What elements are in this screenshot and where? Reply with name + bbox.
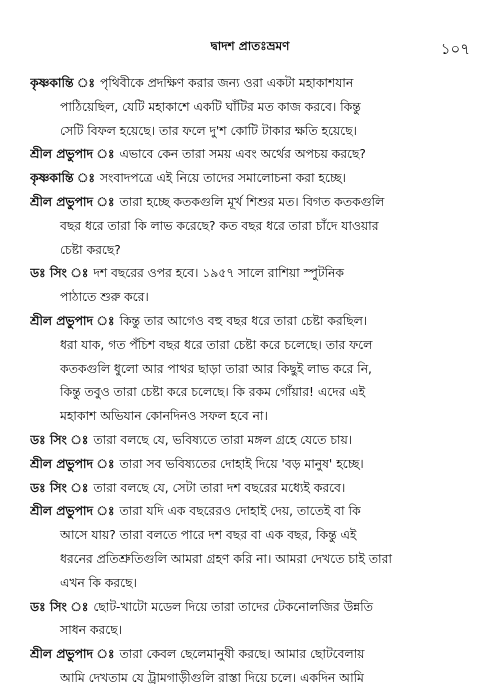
- dialogue-line: [30, 96, 475, 120]
- speech-text: তারা বলছে যে, ভবিষ্যতে তারা মঙ্গল গ্রহে যেতে চায়।: [93, 432, 353, 447]
- speaker-name: ডঃ সিং ঃ: [30, 266, 89, 281]
- speaker-name: কৃষ্ণকান্তি ঃ: [30, 171, 95, 186]
- dialogue-line-with-speaker: [30, 477, 475, 501]
- speech-text: তারা যদি এক বছরেরও দোহাই দেয়, তাতেই বা কি: [119, 504, 361, 519]
- speaker-name: ডঃ সিং ঃ: [30, 432, 89, 447]
- dialogue-line: [30, 215, 475, 239]
- dialogue-line: [30, 405, 475, 429]
- dialogue-line: [30, 381, 475, 405]
- dialogue-line-with-speaker: [30, 143, 475, 167]
- speech-text: কিন্তু তবুও তারা চেষ্টা করে চলেছে। কি রকম গোঁয়ার! এদের এই: [60, 385, 366, 400]
- speech-text: পৃথিবীকে প্রদক্ষিণ করার জন্য ওরা একটা মহাকাশযান: [99, 76, 354, 90]
- speaker-name: শ্রীল প্রভুপাদ ঃ: [30, 647, 115, 662]
- dialogue-line: [30, 286, 475, 310]
- speaker-name: ডঃ সিং ঃ: [30, 599, 89, 614]
- speech-text: ধরনের প্রতিশ্রুতিগুলি আমরা গ্রহণ করি না। আমরা দেখতে চাই তারা: [60, 551, 392, 566]
- speech-text: তারা সব ভবিষ্যতের দোহাই দিয়ে 'বড় মানুষ' হচ্ছে।: [119, 456, 364, 471]
- dialogue-line-with-speaker: [30, 453, 475, 477]
- speaker-name: শ্রীল প্রভুপাদ ঃ: [30, 194, 115, 209]
- dialogue-line-with-speaker: [30, 643, 475, 667]
- speech-text: এভাবে কেন তারা সময় এবং অর্থের অপচয় করছে?: [119, 147, 366, 162]
- dialogue-line-with-speaker: [30, 429, 475, 453]
- speech-text: সাধন করছে।: [60, 623, 122, 638]
- dialogue-line: [30, 358, 475, 382]
- speaker-name: শ্রীল প্রভুপাদ ঃ: [30, 313, 115, 328]
- dialogue-body: [30, 72, 475, 687]
- speaker-name: শ্রীল প্রভুপাদ ঃ: [30, 504, 115, 519]
- dialogue-line: [30, 334, 475, 358]
- speech-text: তারা কেবল ছেলেমানুষী করছে। আমার ছোটবেলায়: [119, 647, 365, 662]
- speech-text: তারা হচ্ছে কতকগুলি মূর্খ শিশুর মত। বিগত কতকগুলি: [119, 194, 385, 209]
- running-header: [24, 38, 476, 62]
- dialogue-line-with-speaker: [30, 262, 475, 286]
- speech-text: দশ বছরের ওপর হবে। ১৯৫৭ সালে রাশিয়া স্পুটনিক: [93, 266, 344, 281]
- speech-text: এখন কি করছে।: [60, 575, 137, 590]
- speech-text: কতকগুলি ধুলো আর পাথর ছাড়া তারা আর কিছুই লাভ করে নি,: [60, 361, 372, 376]
- dialogue-line-with-speaker: [30, 167, 475, 191]
- dialogue-line: [30, 548, 475, 572]
- speech-text: মহাকাশ অভিযান কোনদিনও সফল হবে না।: [60, 409, 268, 424]
- speaker-name: কৃষ্ণকান্তি ঃ: [30, 76, 95, 90]
- speaker-name: ডঃ সিং ঃ: [30, 480, 89, 495]
- dialogue-line: [30, 524, 475, 548]
- speech-text: সেটি বিফল হয়েছে। তার ফলে দু'শ কোটি টাকার ক্ষতি হয়েছে।: [60, 123, 357, 138]
- dialogue-line: [30, 619, 475, 643]
- speech-text: কিন্তু তার আগেও বহু বছর ধরে তারা চেষ্টা করছিল।: [119, 313, 368, 328]
- page-number: ১০৭: [440, 40, 470, 58]
- speech-text: আসে যায়? তারা বলতে পারে দশ বছর বা এক বছর, কিন্তু এই: [60, 528, 357, 543]
- chapter-title: দ্বাদশ প্রাতঃভ্রমণ: [210, 39, 290, 53]
- dialogue-line: [30, 120, 475, 144]
- dialogue-line: [30, 572, 475, 596]
- speaker-name: শ্রীল প্রভুপাদ ঃ: [30, 456, 115, 471]
- speech-text: তারা বলছে যে, সেটা তারা দশ বছরের মধ্যেই করবে।: [93, 480, 346, 495]
- dialogue-line: [30, 667, 475, 687]
- dialogue-line-with-speaker: [30, 191, 475, 215]
- speech-text: আমি দেখতাম যে ট্রামগাড়ীগুলি রাস্তা দিয়ে চলে। একদিন আমি: [60, 670, 364, 685]
- speech-text: ধরা যাক, গত পঁচিশ বছর ধরে তারা চেষ্টা করে চলেছে। তার ফলে: [60, 337, 373, 352]
- speech-text: পাঠাতে শুরু করে।: [60, 290, 149, 305]
- dialogue-line-with-speaker: [30, 72, 475, 96]
- dialogue-line-with-speaker: [30, 596, 475, 620]
- dialogue-line-with-speaker: [30, 500, 475, 524]
- speech-text: চেষ্টা করছে?: [60, 242, 121, 257]
- speech-text: ছোট-খাটো মডেল দিয়ে তারা তাদের টেকনোলজির উন্নতি: [93, 599, 373, 614]
- speech-text: পাঠিয়েছিল, যেটি মহাকাশে একটি ঘাঁটির মত কাজ করবে। কিন্তু: [60, 99, 361, 114]
- dialogue-line: [30, 239, 475, 263]
- dialogue-line-with-speaker: [30, 310, 475, 334]
- speech-text: সংবাদপত্রে এই নিয়ে তাদের সমালোচনা করা হচ্ছে।: [99, 171, 346, 186]
- speech-text: বছর ধরে তারা কি লাভ করেছে? কত বছর ধরে তারা চাঁদে যাওয়ার: [60, 218, 379, 233]
- speaker-name: শ্রীল প্রভুপাদ ঃ: [30, 147, 115, 162]
